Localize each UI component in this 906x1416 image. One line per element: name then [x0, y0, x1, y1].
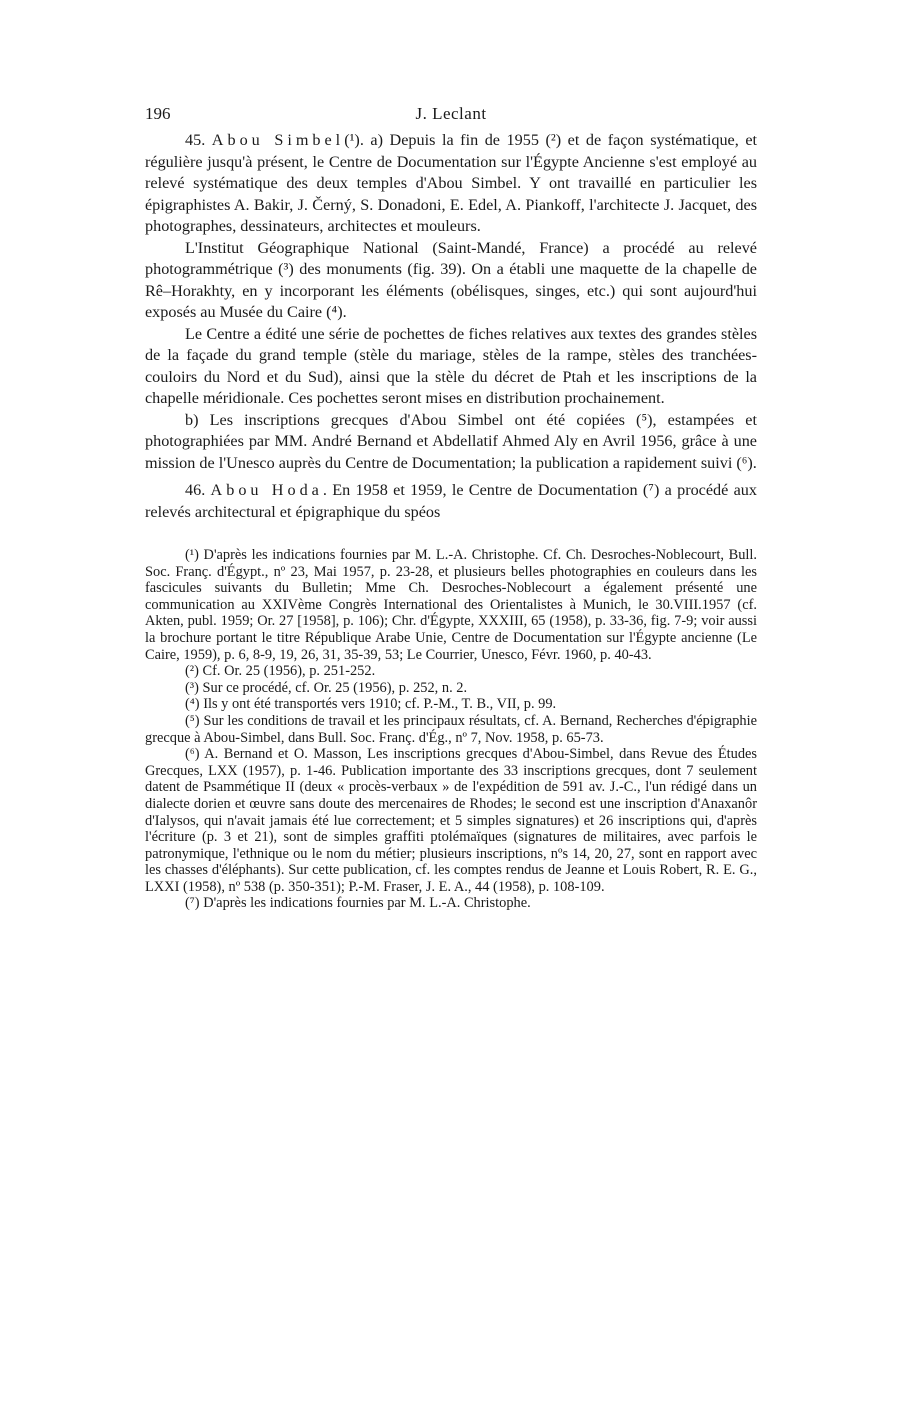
- document-page: [145, 104, 757, 912]
- section-46-place: Abou Hoda: [210, 481, 323, 499]
- section-45-text-1: (¹). a) Depuis la fin de 1955 (²) et de façon systématique, et régulière jusqu'à présent, le Centre de Documentation sur l'Égypte Ancienne s'est employé au relevé systématique des deux temples d'Abou Simbel. Y ont travaillé en particulier les épigraphistes A. Bakir, J. Černý, S. Donadoni, E. Edel, A. Piankoff, l'architecte J. Jacquet, des photographes, dessinateurs, architectes et mouleurs.: [145, 131, 757, 235]
- footnote-5: (⁵) Sur les conditions de travail et les principaux résultats, cf. A. Bernand, Recherches d'épigraphie grecque à Abou-Simbel, dans Bull. Soc. Franç. d'Ég., nº 7, Nov. 1958, p. 65-73.: [145, 712, 757, 746]
- main-text: [145, 130, 757, 523]
- section-45-paragraph-2: L'Institut Géographique National (Saint-Mandé, France) a procédé au relevé photogrammétrique (³) des monuments (fig. 39). On a établi une maquette de la chapelle de Rê–Horakhty, en y incorporant les éléments (obélisques, singes, etc.) qui sont aujourd'hui exposés au Musée du Caire (⁴).: [145, 238, 757, 321]
- footnote-3: (³) Sur ce procédé, cf. Or. 25 (1956), p. 252, n. 2.: [185, 679, 468, 696]
- footnote-6: (⁶) A. Bernand et O. Masson, Les inscriptions grecques d'Abou-Simbel, dans Revue des Études Grecques, LXX (1957), p. 1-46. Publication importante des 33 inscriptions grecques, dont 7 seulement datent de Psammétique II (deux « procès-verbaux » de l'expédition de 591 av. J.-C., l'un rédigé dans un dialecte dorien et œuvre sans doute des mercenaires de Rhodes; le second est une inscription d'Anaxanôr d'Ialysos, qui n'avait jamais été lue correctement; et 5 simples signatures) et 26 inscriptions qui, d'après l'écriture (p. 3 et 21), sont de simples graffiti ptolémaïques (signatures de militaires, avec parfois le patronymique, l'ethnique ou le nom du métier; plusieurs inscriptions, nºs 14, 20, 27, sont en rapport avec les chasses d'éléphants). Sur cette publication, cf. les comptes rendus de Jeanne et Louis Robert, R. E. G., LXXI (1958), nº 538 (p. 350-351); P.-M. Fraser, J. E. A., 44 (1958), p. 108-109.: [145, 746, 757, 895]
- section-46-number: 46.: [185, 481, 206, 499]
- section-46-text-1: . En 1958 et 1959, le Centre de Documentation (⁷) a procédé aux relevés architectural et épigraphique du spéos: [145, 481, 757, 521]
- footnote-1: (¹) D'après les indications fournies par M. L.-A. Christophe. Cf. Ch. Desroches-Noblecourt, Bull. Soc. Franç. d'Égypt., nº 23, Mai 1957, p. 23-28, et plusieurs belles photographies en couleurs dans les fascicules suivants du Bulletin; Mme Ch. Desroches-Noblecourt a également présenté une communication au XXIVème Congrès International des Orientalistes à Munich, le 30.VIII.1957 (cf. Akten, publ. 1959; Or. 27 [1958], p. 106); Chr. d'Égypte, XXXIII, 65 (1958), p. 33-36, fig. 7-9; voir aussi la brochure portant le titre République Arabe Unie, Centre de Documentation sur l'Égypte ancienne (Le Caire, 1959), p. 6, 8-9, 19, 26, 31, 35-39, 53; Le Courrier, Unesco, Févr. 1960, p. 40-43.: [145, 547, 757, 663]
- section-45-paragraph-1: [145, 130, 757, 238]
- section-45-paragraph-3: Le Centre a édité une série de pochettes de fiches relatives aux textes des grandes stèles de la façade du grand temple (stèle du mariage, stèles de la rampe, stèles des tranchées-couloirs du Nord et du Sud), ainsi que la stèle du décret de Ptah et les inscriptions de la chapelle méridionale. Ces pochettes seront mises en distribution prochainement.: [145, 324, 757, 407]
- footnote-2: (²) Cf. Or. 25 (1956), p. 251-252.: [185, 663, 376, 680]
- section-45-place: Abou Simbel: [211, 131, 345, 149]
- page-number: 196: [145, 104, 171, 123]
- running-head: [145, 104, 757, 130]
- footnotes: [145, 547, 757, 912]
- section-45-number: 45.: [185, 131, 206, 149]
- footnote-7: (⁷) D'après les indications fournies par M. L.-A. Christophe.: [185, 895, 531, 912]
- footnote-4: (⁴) Ils y ont été transportés vers 1910; cf. P.-M., T. B., VII, p. 99.: [185, 696, 557, 713]
- section-45-paragraph-4: b) Les inscriptions grecques d'Abou Simbel ont été copiées (⁵), estampées et photographiées par MM. André Bernand et Abdellatif Ahmed Aly en Avril 1956, grâce à une mission de l'Unesco auprès du Centre de Documentation; la publication a rapidement suivi (⁶).: [145, 410, 757, 472]
- running-title: J. Leclant: [415, 104, 487, 123]
- section-46-paragraph-1: [145, 480, 757, 523]
